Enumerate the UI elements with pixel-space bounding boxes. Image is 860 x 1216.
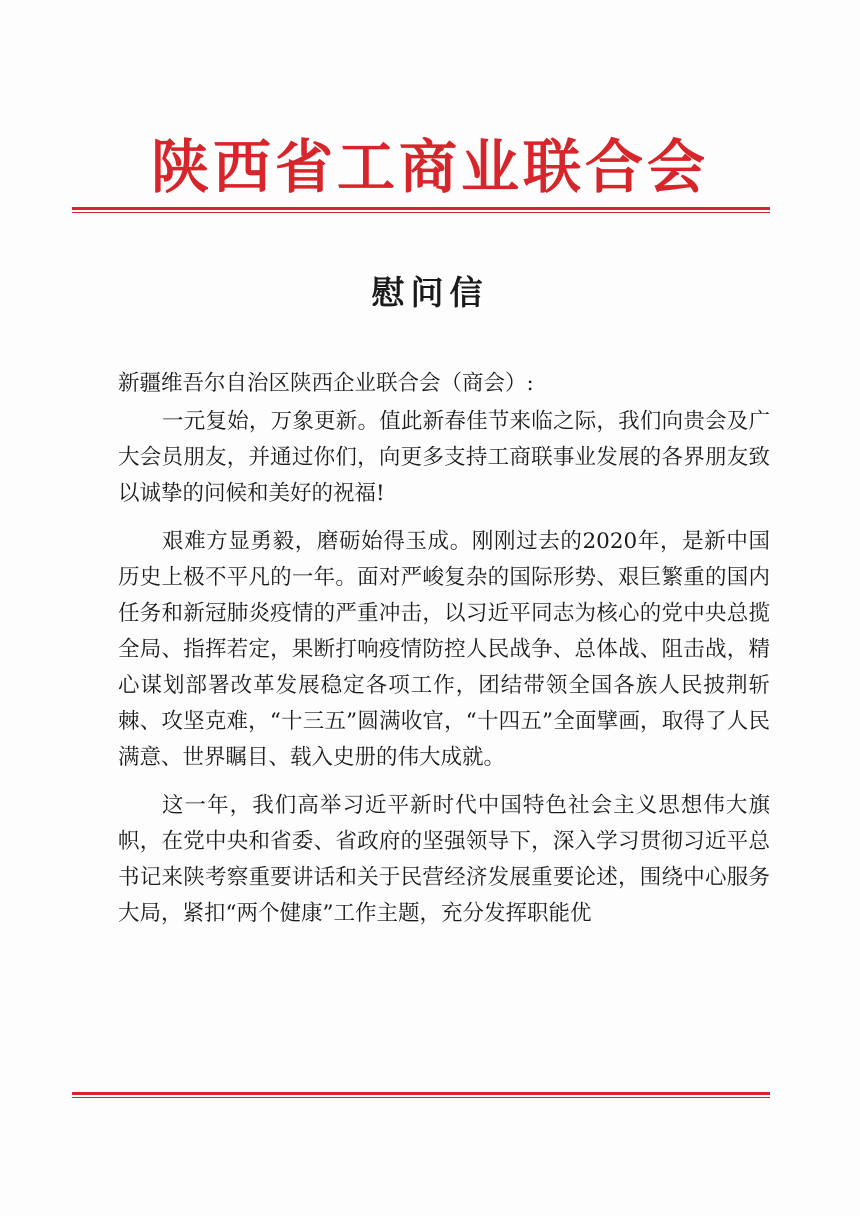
salutation: 新疆维吾尔自治区陕西企业联合会（商会）: — [118, 371, 534, 396]
paragraph-2020-review: 艰难方显勇毅，磨砺始得玉成。刚刚过去的2020年，是新中国历史上极不平凡的一年。面对严峻复杂的国际形势、艰巨繁重的国内任务和新冠肺炎疫情的严重冲击，以习近平同志为核心的党中央总揽全局、指挥若定，果断打响疫情防控人民战争、总体战、阻击战，精心谋划部署改革发展稳定各项工作，团结带领全国各族人民披荆斩棘、攻坚克难，“十三五”圆满收官，“十四五”全面擘画，取得了人民满意、世界瞩目、载入史册的伟大成就。 — [118, 529, 771, 770]
letter-body — [118, 366, 770, 932]
letterhead-org-name: 陕西省工商业联合会 — [150, 133, 709, 201]
paragraph-greeting: 一元复始，万象更新。值此新春佳节来临之际，我们向贵会及广大会员朋友，并通过你们，向更多支持工商联事业发展的各界朋友致以诚挚的问候和美好的祝福! — [118, 409, 770, 506]
paragraph-work-summary: 这一年，我们高举习近平新时代中国特色社会主义思想伟大旗帜，在党中央和省委、省政府的坚强领导下，深入学习贯彻习近平总书记来陕考察重要讲话和关于民营经济发展重要论述，围绕中心服务大局，紧扣“两个健康”工作主题，充分发挥职能优 — [118, 793, 770, 926]
document-title: 慰问信 — [371, 273, 489, 312]
